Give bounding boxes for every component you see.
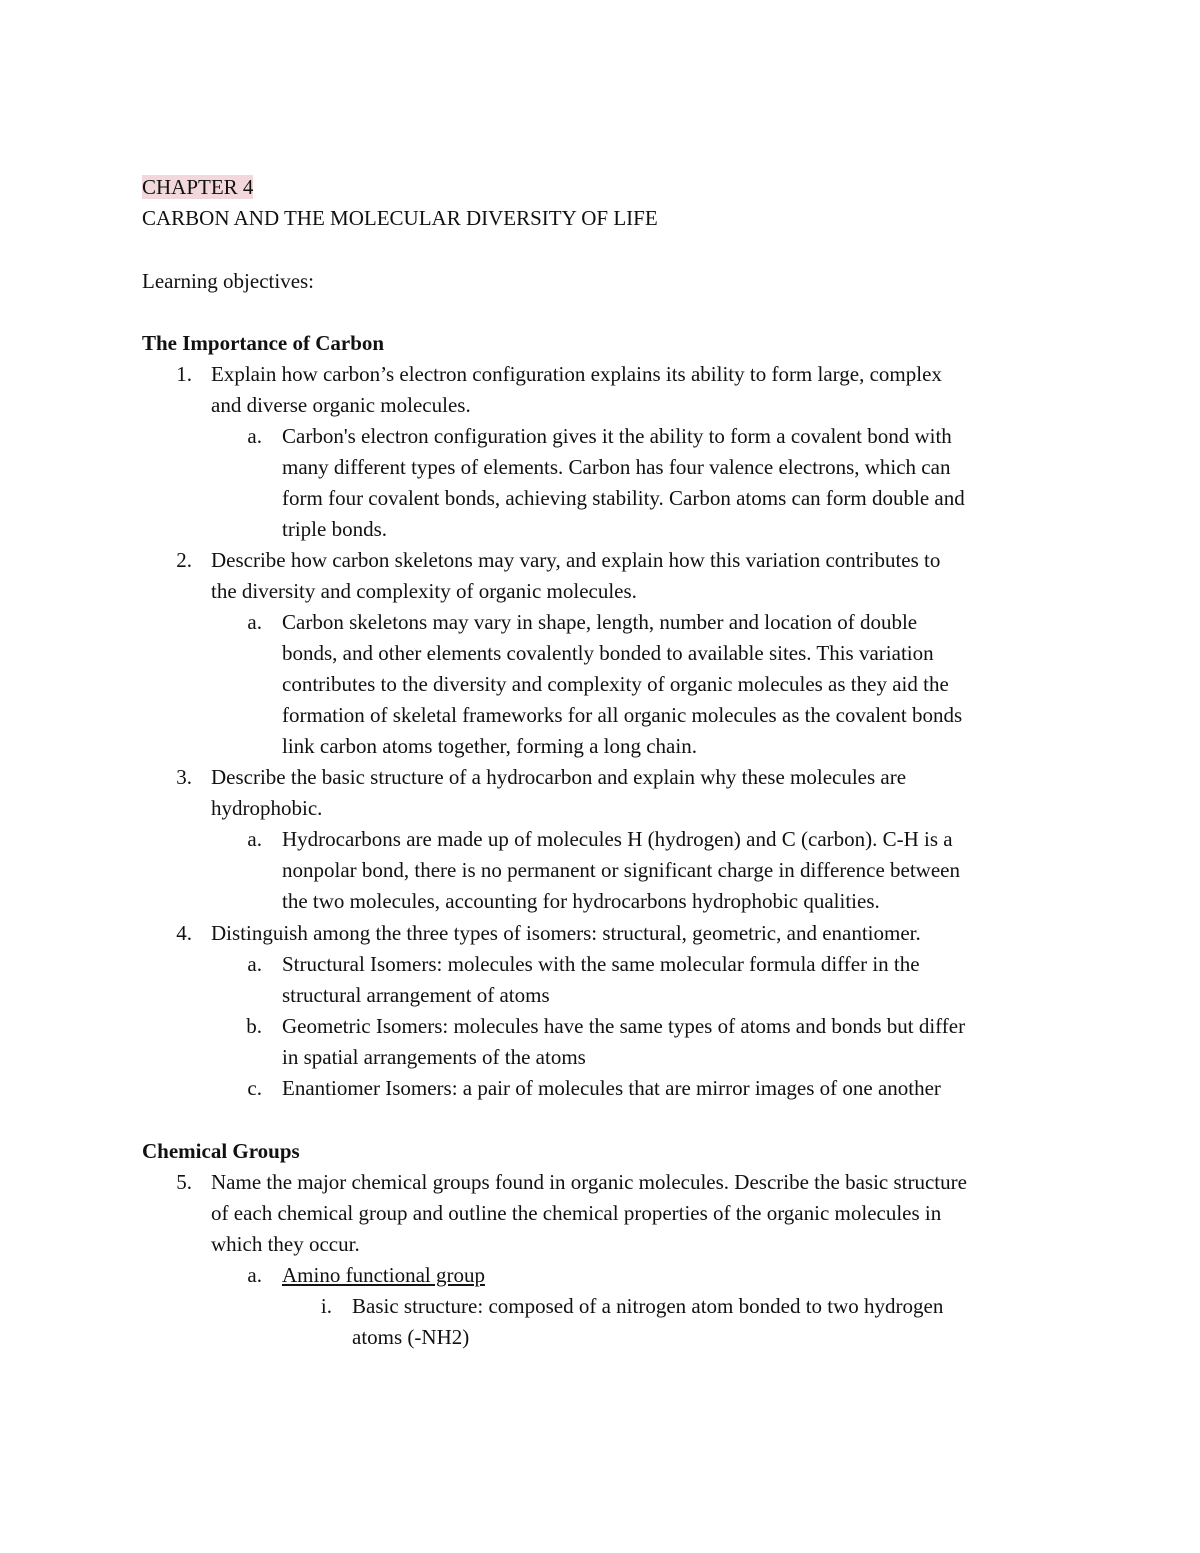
sub-item-text-line: many different types of elements. Carbon has four valence electrons, which can <box>282 455 951 479</box>
section-heading-importance: The Importance of Carbon <box>142 331 385 355</box>
amino-group-heading: Amino functional group <box>282 1263 485 1287</box>
sub-item-text-line: nonpolar bond, there is no permanent or significant charge in difference between <box>282 858 960 882</box>
sub-item-text-line: Structural Isomers: molecules with the same molecular formula differ in the <box>282 952 920 976</box>
sub-item-letter: c. <box>247 1076 262 1100</box>
sub-item-text-line: Enantiomer Isomers: a pair of molecules that are mirror images of one another <box>282 1076 941 1100</box>
item-text-line: which they occur. <box>211 1232 360 1256</box>
sub-item-text-line: contributes to the diversity and complexity of organic molecules as they aid the <box>282 672 949 696</box>
sub-item-text-line: link carbon atoms together, forming a long chain. <box>282 734 697 758</box>
sub-item-text-line: bonds, and other elements covalently bonded to available sites. This variation <box>282 641 934 665</box>
sub-item-text-line: Carbon skeletons may vary in shape, length, number and location of double <box>282 610 918 634</box>
sub-item-text-line: structural arrangement of atoms <box>282 983 550 1007</box>
sub-item-letter: a. <box>247 1263 262 1287</box>
item-text-line: hydrophobic. <box>211 796 323 820</box>
item-text-line: Describe the basic structure of a hydrocarbon and explain why these molecules are <box>211 765 907 789</box>
sub-item-text-line: Hydrocarbons are made up of molecules H (hydrogen) and C (carbon). C-H is a <box>282 827 953 851</box>
item-text-line: Distinguish among the three types of isomers: structural, geometric, and enantiomer. <box>211 921 921 945</box>
sub-item-text-line: Geometric Isomers: molecules have the same types of atoms and bonds but differ <box>282 1014 966 1038</box>
roman-item-text-line: atoms (-NH2) <box>352 1325 470 1349</box>
sub-item-text-line: form four covalent bonds, achieving stability. Carbon atoms can form double and <box>282 486 965 510</box>
sub-item-letter: a. <box>247 827 262 851</box>
item-text-line: Describe how carbon skeletons may vary, and explain how this variation contributes to <box>211 548 941 572</box>
item-number: 1. <box>176 362 192 386</box>
section-heading-chemical-groups: Chemical Groups <box>142 1139 300 1163</box>
chapter-label <box>142 172 253 203</box>
sub-item-letter: a. <box>247 424 262 448</box>
item-text-line: of each chemical group and outline the chemical properties of the organic molecules in <box>211 1201 942 1225</box>
sub-item-letter: a. <box>247 952 262 976</box>
item-text-line: Name the major chemical groups found in organic molecules. Describe the basic structure <box>211 1170 967 1194</box>
item-text-line: and diverse organic molecules. <box>211 393 471 417</box>
sub-item-letter: a. <box>247 610 262 634</box>
roman-item-text-line: Basic structure: composed of a nitrogen atom bonded to two hydrogen <box>352 1294 944 1318</box>
item-number: 2. <box>176 548 192 572</box>
item-number: 5. <box>176 1170 192 1194</box>
sub-item-text-line: in spatial arrangements of the atoms <box>282 1045 586 1069</box>
item-number: 3. <box>176 765 192 789</box>
sub-item-text-line: triple bonds. <box>282 517 387 541</box>
chapter-highlight: CHAPTER 4 <box>142 175 254 199</box>
roman-numeral-marker: i. <box>320 1294 332 1318</box>
item-text-line: the diversity and complexity of organic molecules. <box>211 579 637 603</box>
sub-item-letter: b. <box>246 1014 262 1038</box>
item-number: 4. <box>176 921 192 945</box>
sub-item-text-line: Carbon's electron configuration gives it the ability to form a covalent bond with <box>282 424 952 448</box>
sub-item-text-line: formation of skeletal frameworks for all organic molecules as the covalent bonds <box>282 703 963 727</box>
sub-item-text-line: the two molecules, accounting for hydrocarbons hydrophobic qualities. <box>282 889 880 913</box>
item-text-line: Explain how carbon’s electron configuration explains its ability to form large, complex <box>211 362 942 386</box>
intro-text: Learning objectives: <box>142 269 315 293</box>
chapter-title: CARBON AND THE MOLECULAR DIVERSITY OF LIFE <box>142 206 658 230</box>
